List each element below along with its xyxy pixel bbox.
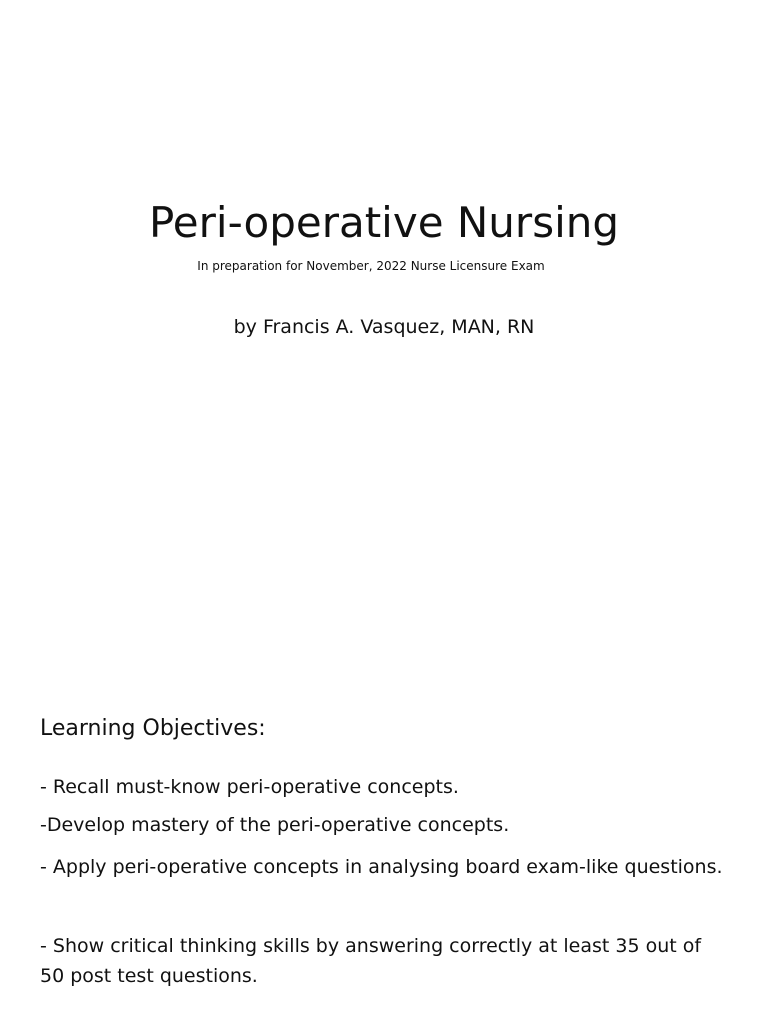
learning-objectives-heading: Learning Objectives: bbox=[40, 716, 266, 741]
objective-item: -Develop mastery of the peri-operative concepts. bbox=[40, 814, 510, 836]
objective-item: - Show critical thinking skills by answering correctly at least 35 out of 50 post test questions. bbox=[40, 935, 702, 987]
document-title: Peri-operative Nursing bbox=[148, 198, 620, 247]
document-author: by Francis A. Vasquez, MAN, RN bbox=[233, 316, 535, 338]
document-subtitle: In preparation for November, 2022 Nurse Licensure Exam bbox=[197, 259, 545, 273]
objective-item: - Recall must-know peri-operative concepts. bbox=[40, 776, 459, 798]
objective-item: - Apply peri-operative concepts in analysing board exam-like questions. bbox=[40, 856, 723, 878]
